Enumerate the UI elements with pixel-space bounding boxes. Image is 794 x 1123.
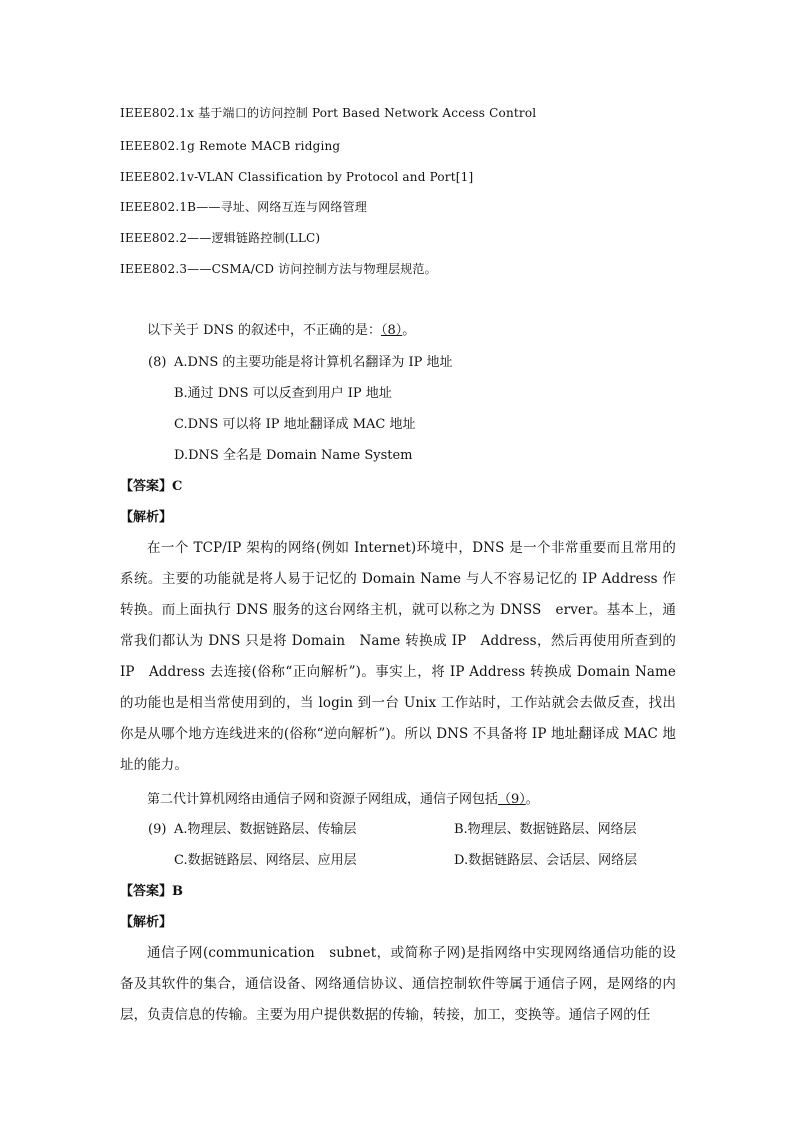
answer-line bbox=[120, 882, 183, 902]
standard-line: IEEE802.1x 基于端口的访问控制 Port Based Network Access Control bbox=[120, 106, 537, 120]
question-blank: （9） bbox=[498, 792, 526, 807]
answer-label: 【答案】 bbox=[120, 479, 173, 494]
option-c: C.DNS 可以将 IP 地址翻译成 MAC 地址 bbox=[174, 417, 416, 432]
standard-line: IEEE802.2——逻辑链路控制(LLC) bbox=[120, 231, 321, 245]
option-a: A.物理层、数据链路层、传输层 bbox=[174, 822, 357, 837]
standard-line: IEEE802.1g Remote MACB ridging bbox=[120, 139, 341, 153]
question-stem-end: 。 bbox=[525, 792, 539, 807]
question-stem-text: 第二代计算机网络由通信子网和资源子网组成，通信子网包括 bbox=[147, 792, 499, 807]
standard-line: IEEE802.3——CSMA/CD 访问控制方法与物理层规范。 bbox=[120, 262, 437, 276]
question-stem-text: 以下关于 DNS 的叙述中，不正确的是： bbox=[147, 323, 381, 338]
standard-line: IEEE802.1v-VLAN Classification by Protocol and Port[1] bbox=[120, 170, 474, 184]
option-d: D.DNS 全名是 Domain Name System bbox=[174, 448, 413, 463]
question-stem bbox=[147, 321, 415, 341]
option-b: B.通过 DNS 可以反查到用户 IP 地址 bbox=[174, 386, 392, 401]
option-b: B.物理层、数据链路层、网络层 bbox=[454, 822, 637, 837]
answer-line bbox=[120, 477, 182, 497]
analysis-paragraph: 在一个 TCP/IP 架构的网络(例如 Internet)环境中，DNS 是一个非常重要而且常用的系统。主要的功能就是将人易于记忆的 Domain Name 与人不容易记忆的 IP Address 作转换。而上面执行 DNS 服务的这台网络主机，就可以称之为 DNSS erver。基本上，通常我们都认为 DNS 只是将 Domain Name 转换成 IP Address，然后再使用所查到的 IP Address 去连接(俗称“正向解析”)。事实上，将 IP Address 转换成 Domain Name 的功能也是相当常使用到的，当 login 到一台 Unix 工作站时，工作站就会去做反查，找出你是从哪个地方连线进来的(俗称“逆向解析”)。所以 DNS 不具备将 IP 地址翻译成 MAC 地址的能力。 bbox=[120, 540, 676, 773]
analysis-paragraph: 通信子网(communication subnet，或简称子网)是指网络中实现网络通信功能的设备及其软件的集合，通信设备、网络通信协议、通信控制软件等属于通信子网，是网络的内层，负责信息的传输。主要为用户提供数据的传输，转接，加工，变换等。通信子网的任 bbox=[120, 945, 676, 1023]
question-blank: （8） bbox=[380, 323, 403, 338]
standard-line: IEEE802.1B——寻址、网络互连与网络管理 bbox=[120, 200, 367, 214]
analysis-label: 【解析】 bbox=[120, 915, 173, 930]
question-stem-end: 。 bbox=[402, 323, 416, 338]
question-number: (8) bbox=[148, 355, 167, 370]
question-stem bbox=[147, 790, 539, 810]
option-c: C.数据链路层、网络层、应用层 bbox=[174, 853, 357, 868]
option-d: D.数据链路层、会话层、网络层 bbox=[454, 853, 638, 868]
answer-value: C bbox=[172, 479, 183, 494]
question-number: (9) bbox=[148, 822, 167, 837]
analysis-label: 【解析】 bbox=[120, 510, 173, 525]
answer-label: 【答案】 bbox=[120, 884, 173, 899]
option-a: A.DNS 的主要功能是将计算机名翻译为 IP 地址 bbox=[174, 355, 453, 370]
answer-value: B bbox=[172, 884, 184, 899]
